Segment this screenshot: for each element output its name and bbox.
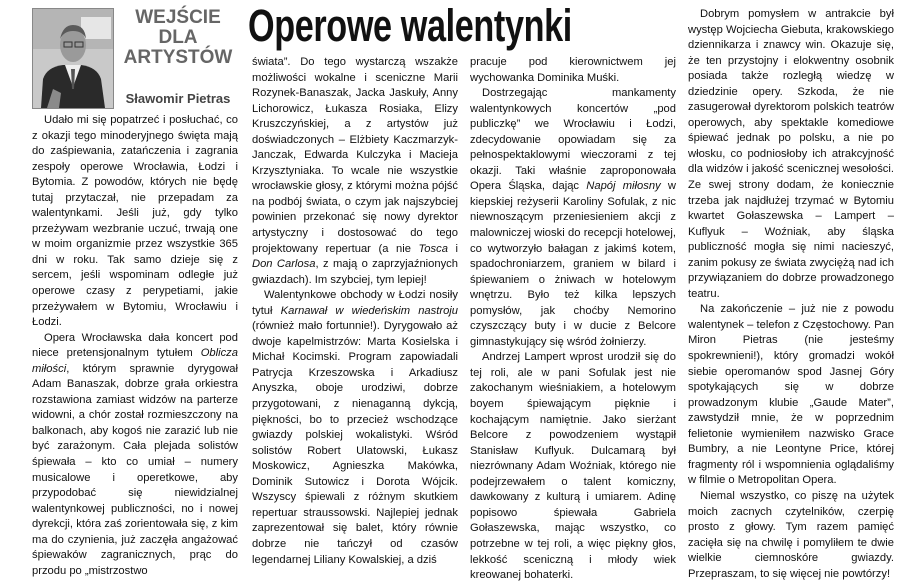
title-italic: Karnawał w wiedeńskim nastroju bbox=[280, 304, 458, 317]
title-italic: Oblicza miłości bbox=[32, 347, 238, 375]
article-headline: Operowe walentynki bbox=[248, 0, 572, 51]
rubric-line: WEJŚCIE bbox=[135, 7, 221, 28]
paragraph: Udało mi się popatrzeć i posłuchać, co z okazji tego minoderyjnego święta mają do zaśpiewania, zatańczenia i zagrania zespoły operowe Wrocławia, Łodzi i Bytomia. Z powodów, których nie będę tutaj przytaczał, nie przepadam za walentynkami. Jeśli już, gdy tylko przeżywam wezbranie uczuć, trwają one w moim organizmie przez wszystkie 365 dni w roku. Tak samo dzieje się z sercem, jeśli wspominam odległe już operowe czasy z perypetiami, jakie przeżywałem w Bytomiu, Wrocławiu i Łodzi. bbox=[32, 114, 238, 329]
text-run: Walentynkowe obchody w Łodzi nosiły tytuł bbox=[252, 289, 458, 317]
text-run: (również mało fortunnie!). Dyrygowało aż dwoje kapelmistrzów: Marta Kosielska i Michał Kocimski. Program zapowiadali Patrycja Krzeszowska i Arkadiusz Anyszka, oboje urodziwi, dobrze przygotowani, z nienaganną dykcją, piękności, bo to przecież wschodzące gwiazdy polskiej wokalistyki. Wśród solistów Robert Ulatowski, Łukasz Moskowicz, Agnieszka Makówka, Dominik Sutowicz i Dorota Wójcik. Wszyscy śpiewali z różnym skutkiem repertuar straussowski. Najlepiej jednak zaprezentował się balet, który równie dobrze nie tańczył od czasów legendarnej Liliany Kowalskiej, a dziś bbox=[252, 320, 458, 566]
article-column-3 bbox=[470, 55, 676, 584]
article-column-4 bbox=[688, 7, 894, 582]
article-column-1 bbox=[32, 113, 238, 579]
text-run: Dostrzegając mankamenty walentynkowych koncertów „pod publiczkę” we Wrocławiu i Łodzi, zdecydowanie opowiadam się za pełnospektaklowymi wieczorami z tej okazji. Taki właśnie zaproponowała Opera Śląska, dając bbox=[470, 87, 676, 193]
paragraph bbox=[252, 288, 458, 568]
paragraph: pracuje pod kierownictwem jej wychowanka Dominika Muśki. bbox=[470, 56, 676, 84]
paragraph bbox=[252, 55, 458, 288]
title-italic: Napój miłosny bbox=[586, 180, 661, 193]
paragraph: Na zakończenie – już nie z powodu walentynek – telefon z Częstochowy. Pan Miron Pietras (nie jesteśmy spokrewnieni!), który gromadzi wokół siebie operomanów spod Jasnej Góry spotykających się w dobrze prowadzonym klubie „Gaude Mater”, zawstydził mnie, że w poprzednim felietonie wymieniłem nazwisko Grace Bumbry, a nie Leontyne Price, której fragmenty ról i wspomnienia oglądaliśmy w filmie o Metropolitan Opera. bbox=[688, 303, 894, 487]
text-run: Opera Wrocławska dała koncert pod niece pretensjonalnym tytułem bbox=[32, 331, 238, 360]
text-run: świata”. Do tego wystarczą wszakże możliwości wokalne i sceniczne Marii Rozynek-Banaszak, Jacka Jaskuły, Anny Lichorowicz, Łukasza Rosiaka, Elizy Kruszczyńskiej, a z artystów już doświadczonych – Elżbiety Kaczmarzyk-Janczak, Edwarda Kulczyka i Macieja Krzysztyniaka. To wcale nie wszystkie wrocławskie głosy, z którymi można pójść na podbój świata, o czym jak najszybciej powinien przekonać się nowy dyrektor artystyczny i dostosować do tego projektowany repertuar (a nie bbox=[252, 56, 458, 255]
title-italic: Tosca bbox=[418, 242, 448, 255]
author-photo bbox=[32, 8, 114, 109]
paragraph: Dobrym pomysłem w antrakcie był występ Wojciecha Giebuta, krakowskiego dziennikarza i znawcy win. Okazuje się, że ten przystojny i elokwentny osobnik posiada także rozległą wiedzę w dziedzinie opery. Szkoda, że nie zasugerował dyrektorom polskich teatrów operowych, aby spektakle komediowe śpiewać jednak po polsku, a nie po włosku, co podniosłoby ich atrakcyjność dla widzów i jakość scenicznej wesołości. Ze swej strony dodam, że koniecznie trzeba jak najdłużej trzymać w Bytomiu kwartet Gołaszewska – Lampert – Kuflyuk – Woźniak, aby śląska publiczność mogła się nimi nacieszyć, zanim pokusy ze świata zwyciężą nad ich przywiązaniem do dobrze prowadzonego teatru. bbox=[688, 8, 894, 300]
text-run: i bbox=[447, 242, 458, 255]
column-rubric bbox=[118, 8, 238, 68]
article-column-2 bbox=[252, 55, 458, 568]
title-italic: Don Carlosa bbox=[252, 258, 316, 271]
paragraph bbox=[470, 86, 676, 350]
paragraph bbox=[32, 331, 238, 580]
paragraph: Andrzej Lampert wprost urodził się do tej roli, ale w pani Sofulak jest nie zakochanym wieśniakiem, a hotelowym boyem śpiewającym pięknie i kochającym namiętnie. Jako sierżant Belcore z powodzeniem wystąpił Stanisław Kuflyuk. Dulcamarą był niezrównany Adam Woźniak, którego nie podejrzewałem o talent komiczny, dawkowany z kulturą i umiarem. Adinę popisowo śpiewała Gabriela Gołaszewska, mając wszystko, co potrzebne w tej roli, a więc piękny głos, lekkość sceniczną i młody wiek kreowanej bohaterki. bbox=[470, 351, 676, 582]
rubric-line: ARTYSTÓW bbox=[123, 47, 233, 68]
rubric-line: DLA bbox=[158, 27, 198, 48]
text-run: , z mają o zaprzyjaźnionych gwiazdach). Im szybciej, tym lepiej! bbox=[252, 258, 458, 286]
text-run: , którym sprawnie dyrygował Adam Banaszak, dobrze grała orkiestra rozstawiona zamiast widzów na parterze widowni, a chór został rozmieszczony na balkonach, aby kogoś nie zarazić lub nie być zarażonym. Cała plejada solistów śpiewała – kto co umiał – numery musicalowe i operetkowe, aby przypodobać się niewidzialnej walentynkowej publiczności, no i nowej dyrekcji, która zaś zorientowała się, z kim ma do czynienia, już zaczęła angażować śpiewaków zagranicznych, prąc do przodu po „mistrzostwo bbox=[32, 362, 238, 577]
text-run: w kiepskiej reżyserii Karoliny Sofulak, z nic niewnoszącym przeniesieniem akcji z malowniczej wioski do recepcji hotelowej, co wytworzyło bałagan z jakimś kotem, spadochroniarzem, graniem w bilard i śpiewaniem o żniwach w hotelowym wnętrzu. Było też kilka lepszych pomysłów, jak choćby Nemorino czyszczący buty i w ducie z Belcore gimnastykujący się wśród żołnierzy. bbox=[470, 180, 676, 348]
paragraph: Niemal wszystko, co piszę na użytek moich zacnych czytelników, czerpię prosto z głowy. Tym razem pamięć zacięła się na chwilę i pomyliłem te dwie wielkie ciemnoskóre gwiazdy. Przepraszam, to się więcej nie powtórzy! bbox=[688, 489, 894, 580]
author-byline: Sławomir Pietras bbox=[125, 91, 231, 106]
author-portrait-image bbox=[33, 9, 113, 108]
